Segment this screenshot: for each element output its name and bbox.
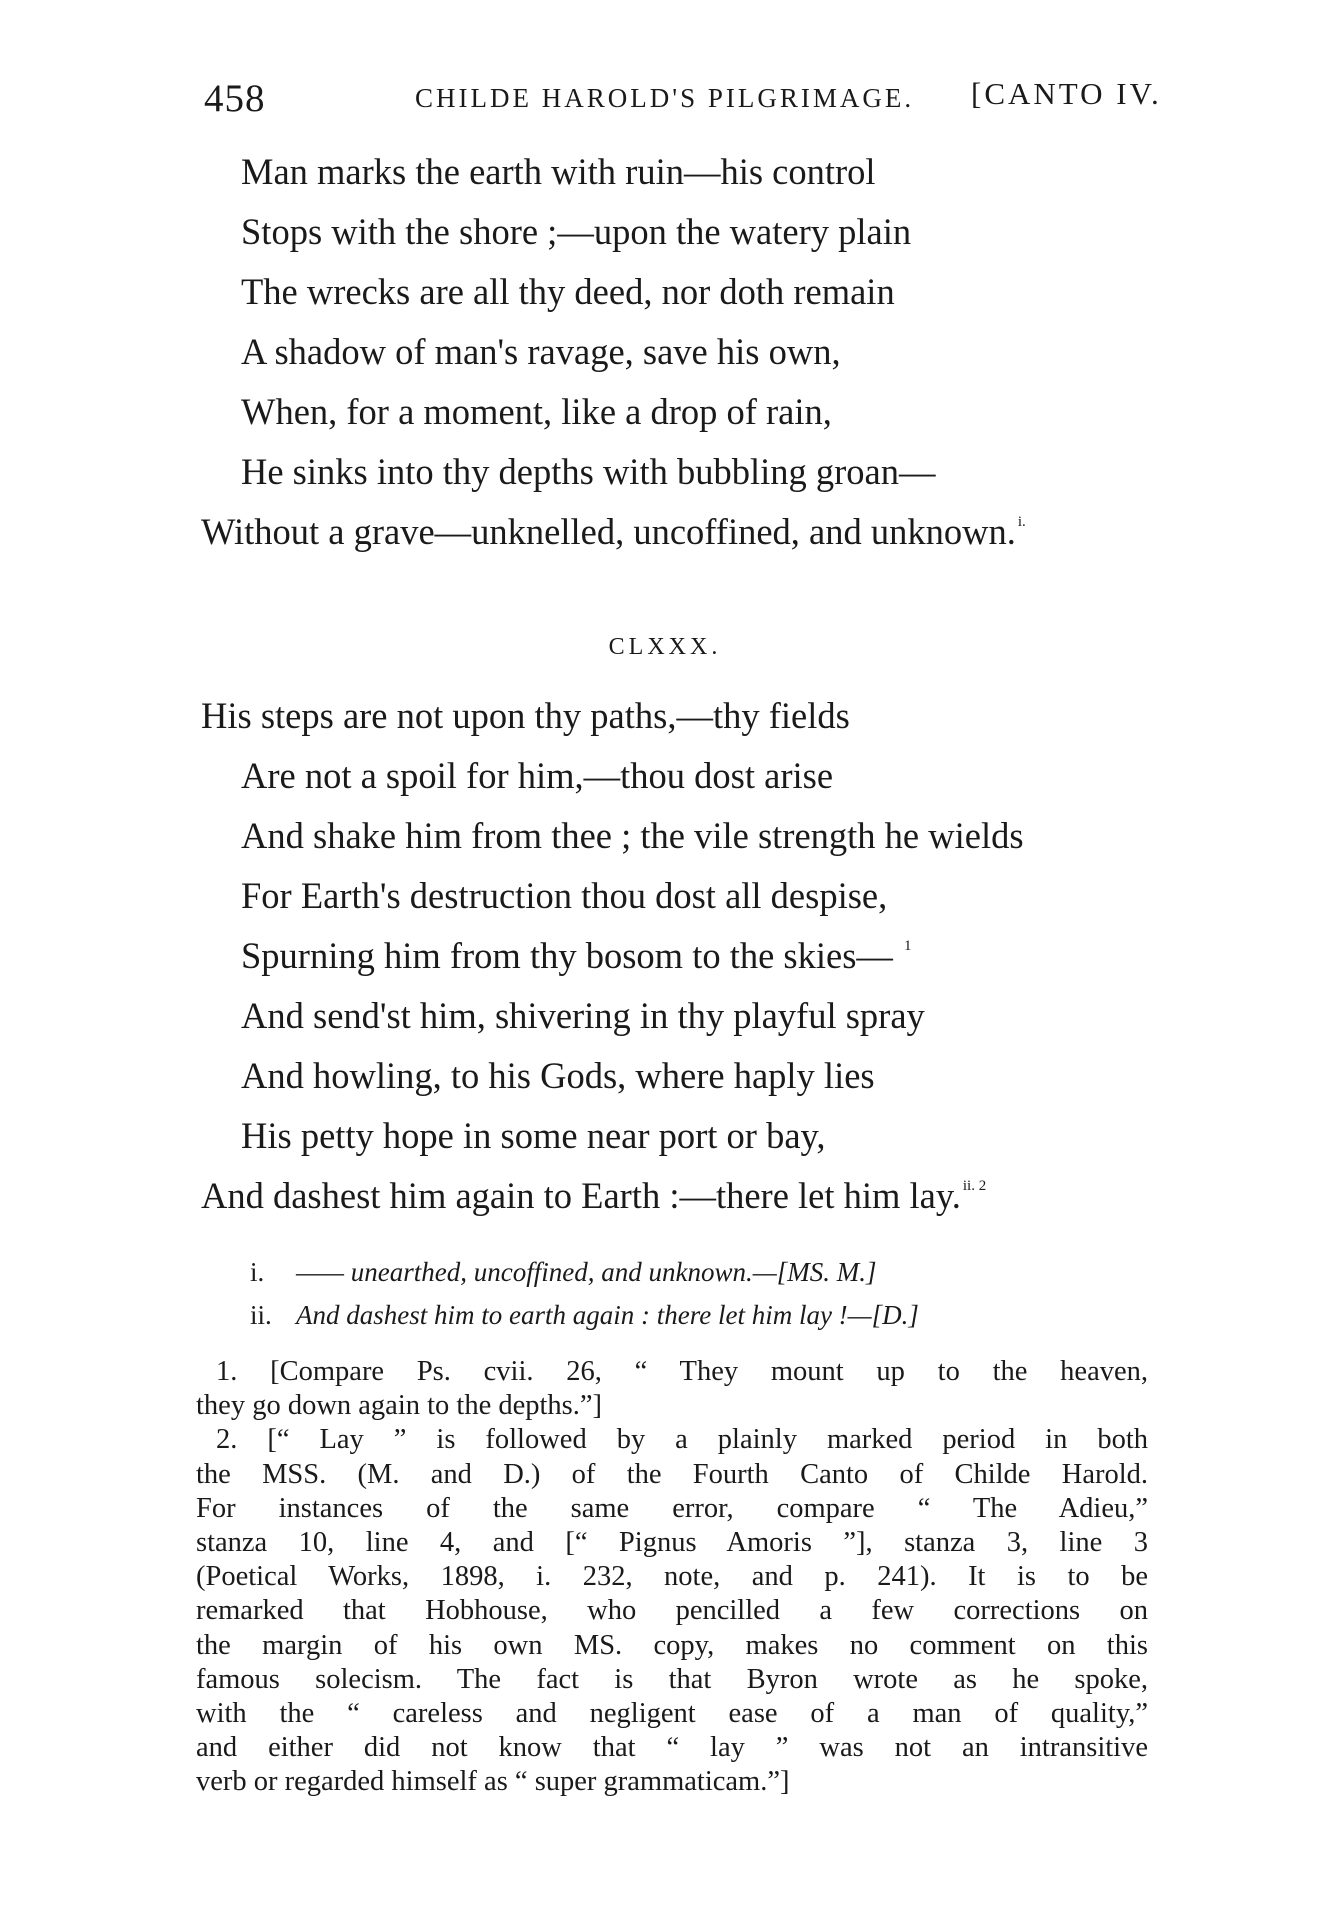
footnote-line: verb or regarded himself as “ super grammaticam.”]: [196, 1766, 790, 1798]
verse-line-last: [201, 1174, 986, 1218]
footnote-line: the MSS. (M. and D.) of the Fourth Canto of Childe Harold.: [196, 1458, 1148, 1490]
footnote-line: (Poetical Works, 1898, i. 232, note, and p. 241). It is to be: [196, 1561, 1148, 1593]
footnote-line: stanza 10, line 4, and [“ Pignus Amoris ”], stanza 3, line 3: [196, 1526, 1148, 1558]
footnote-line: famous solecism. The fact is that Byron wrote as he spoke,: [196, 1663, 1148, 1695]
variant-number: ii.: [250, 1300, 272, 1330]
footnote-line: the margin of his own MS. copy, makes no comment on this: [196, 1629, 1148, 1661]
variant-reference: i.: [1017, 514, 1026, 530]
verse-line: His steps are not upon thy paths,—thy fields: [201, 695, 850, 736]
stanza-number: CLXXX.: [608, 634, 722, 660]
verse-line-5: [241, 934, 912, 978]
footnote-line: they go down again to the depths.”]: [196, 1390, 603, 1422]
page-number: 458: [204, 77, 266, 120]
verse-line: And howling, to his Gods, where haply lies: [241, 1055, 875, 1096]
variant-reading: [250, 1255, 876, 1289]
verse-line: Stops with the shore ;—upon the watery plain: [241, 211, 912, 252]
verse-line: A shadow of man's ravage, save his own,: [241, 331, 841, 372]
verse-line: Are not a spoil for him,—thou dost arise: [241, 755, 834, 796]
verse-line: His petty hope in some near port or bay,: [241, 1115, 826, 1156]
running-title: CHILDE HAROLD'S PILGRIMAGE.: [415, 83, 915, 113]
verse-line: When, for a moment, like a drop of rain,: [241, 391, 832, 432]
footnote-line: remarked that Hobhouse, who pencilled a few corrections on: [196, 1595, 1148, 1627]
verse-line: And send'st him, shivering in thy playful spray: [241, 995, 925, 1036]
verse-line: And shake him from thee ; the vile strength he wields: [241, 815, 1024, 856]
variant-reading: [250, 1298, 919, 1332]
variant-text: And dashest him to earth again : there let him lay !—[D.]: [296, 1300, 919, 1330]
footnote-line: with the “ careless and negligent ease of a man of quality,”: [196, 1697, 1148, 1729]
footnote-reference: 1: [904, 938, 912, 954]
footnote-line: 1. [Compare Ps. cvii. 26, “ They mount up to the heaven,: [216, 1356, 1148, 1387]
verse-line-last: [201, 510, 1026, 554]
variant-reference: ii. 2: [962, 1178, 987, 1194]
verse-line: He sinks into thy depths with bubbling groan—: [241, 451, 936, 492]
footnote-line: and either did not know that “ lay ” was not an intransitive: [196, 1732, 1148, 1764]
footnote-line: For instances of the same error, compare “ The Adieu,”: [196, 1492, 1148, 1524]
verse-line: Man marks the earth with ruin—his control: [241, 151, 876, 192]
canto-label: [CANTO IV.: [971, 76, 1162, 111]
verse-line-text: Without a grave—unknelled, uncoffined, and unknown.: [201, 511, 1016, 552]
verse-line: The wrecks are all thy deed, nor doth remain: [241, 271, 895, 312]
verse-line-text: Spurning him from thy bosom to the skies—: [241, 935, 893, 976]
running-header: [0, 76, 1330, 126]
verse-line-text: And dashest him again to Earth :—there let him lay.: [201, 1175, 961, 1216]
footnotes: [196, 1355, 1148, 1799]
variant-number: i.: [250, 1257, 265, 1287]
footnote-line: 2. [“ Lay ” is followed by a plainly marked period in both: [216, 1424, 1148, 1456]
verse-line: For Earth's destruction thou dost all despise,: [241, 875, 888, 916]
variant-text: —— unearthed, uncoffined, and unknown.—[MS. M.]: [296, 1257, 877, 1287]
